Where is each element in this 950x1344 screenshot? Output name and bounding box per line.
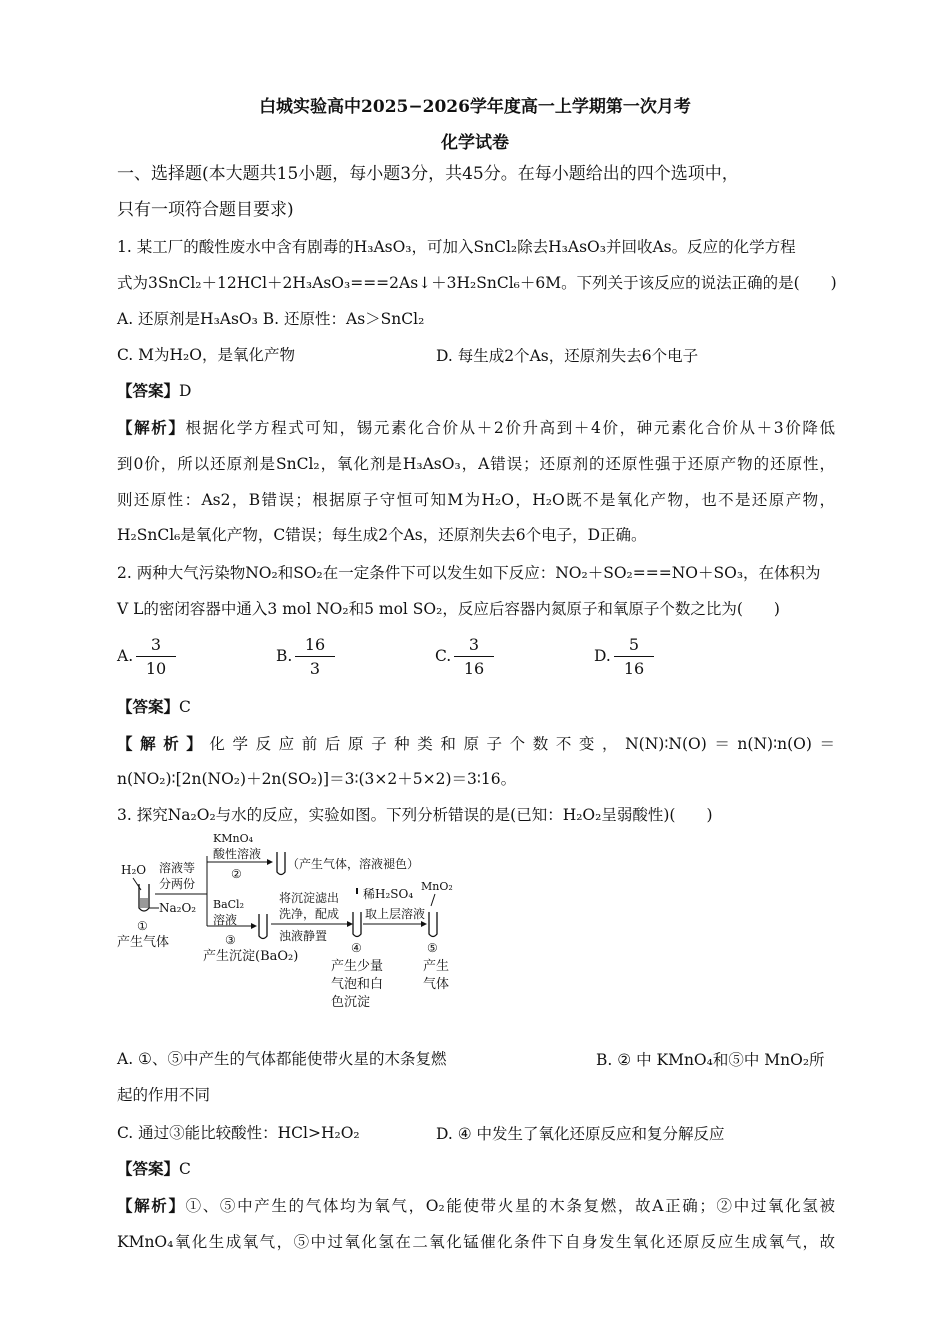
q1-option-ab: A. 还原剂是H₃AsO₃ B. 还原性：As＞SnCl₂ [117,310,425,328]
fig-result-2: （产生气体，溶液褪色） [287,857,420,871]
fig-tube-3 [259,914,267,939]
fig-mno2-pointer [431,894,435,906]
exam-title: 白城实验高中2025−2026学年度高一上学期第一次月考 [259,97,691,117]
q2-option-a-label: A. [117,647,134,665]
q3-analysis-line1 [117,1194,835,1216]
q2-option-a-fraction [136,634,176,681]
q3-analysis-line2: KMnO₄氧化生成氧气，⑤中过氧化氢在二氧化锰催化条件下自身发生氧化还原反应生成氧气，故 [117,1233,835,1251]
fig-bacl2: BaCl₂ [213,898,244,911]
q2-analysis-text1: 化学反应前后原子种类和原子个数不变，N(N)∶N(O)＝n(N)∶n(O)＝ [209,735,835,753]
q3-answer-value: C [179,1160,191,1178]
q1-answer [117,380,191,402]
fig-split-2: 分两份 [159,877,196,891]
q2-analysis-line2: n(NO₂)∶[2n(NO₂)＋2n(SO₂)]＝3∶(3×2＋5×2)＝3∶16。 [117,770,517,788]
q2-option-b-den: 3 [309,659,321,678]
fig-tube-1-liquid [140,898,148,908]
q1-analysis-line3: 则还原性：As2，B错误；根据原子守恒可知M为H₂O，H₂O既不是氧化产物，也不是还原产物， [117,491,835,509]
fig-step-3: 浊液静置 [279,929,328,943]
fig-circle-2: ② [231,867,242,881]
fig-ppt-3: 产生沉淀(BaO₂) [203,949,299,964]
q1-analysis-line2: 到0价，所以还原剂是SnCl₂，氧化剂是H₃AsO₃，A错误；还原剂的还原性强于还原产物的还原性， [117,455,835,473]
fig-circle-3: ③ [225,933,236,947]
q2-option-c-num: 3 [454,634,494,657]
q1-analysis-line1 [117,416,835,438]
q1-analysis-text1: 根据化学方程式可知，锡元素化合价从＋2价升高到＋4价，砷元素化合价从＋3价降低 [185,419,835,437]
q2-stem-line1: 2. 两种大气污染物NO₂和SO₂在一定条件下可以发生如下反应：NO₂＋SO₂===NO＋SO₃，在体积为 [117,564,821,582]
q1-analysis-line4: H₂SnCl₆是氧化产物，C错误；每生成2个As，还原剂失去6个电子，D正确。 [117,526,647,544]
q3-option-d: D. ④ 中发生了氧化还原反应和复分解反应 [436,1125,725,1143]
q2-option-a-den: 10 [145,659,167,678]
q2-option-b-label: B. [276,647,293,665]
q2-analysis-line1 [117,732,835,754]
q2-answer-label: 【答案】 [117,697,180,716]
q2-option-c-den: 16 [463,659,485,678]
q2-answer-value: C [179,698,191,716]
q2-option-d-fraction [614,634,654,681]
fig-result-4b: 气泡和白 [331,977,384,992]
q3-option-b-line1: B. ② 中 KMnO₄和⑤中 MnO₂所 [596,1051,825,1069]
fig-h2o-label: H₂O [121,863,147,877]
exam-subtitle: 化学试卷 [441,133,509,153]
fig-result-5b: 气体 [423,977,450,992]
q2-answer [117,696,191,718]
fig-tube-4 [353,912,361,937]
fig-acid-sol: 酸性溶液 [213,847,262,861]
fig-circle-1: ① [137,919,148,933]
fig-tube-2 [277,852,285,875]
q3-option-c: C. 通过③能比较酸性：HCl>H₂O₂ [117,1124,360,1142]
q3-option-a: A. ①、⑤中产生的气体都能使带火星的木条复燃 [117,1050,447,1068]
q2-option-b-fraction [295,634,335,681]
q3-analysis-text1: ①、⑤中产生的气体均为氧气，O₂能使带火星的木条复燃，故A正确；②中过氧化氢被 [185,1197,835,1215]
q1-option-c: C. M为H₂O，是氧化产物 [117,346,295,364]
q1-option-d: D. 每生成2个As，还原剂失去6个电子 [436,347,699,365]
experiment-diagram [115,828,465,1018]
fig-step-1: 将沉淀滤出 [279,891,340,905]
fig-circle-4: ④ [351,941,362,955]
q1-stem-line2: 式为3SnCl₂＋12HCl＋2H₃AsO₃===2As↓＋3H₂SnCl₆＋6M。下列关于该反应的说法正确的是( ) [117,274,837,292]
fig-step-2: 洗净，配成 [279,907,340,921]
q3-answer [117,1158,191,1180]
fig-na2o2-label: Na₂O₂ [159,901,197,915]
fig-h2so4: 稀H₂SO₄ [363,887,414,901]
fig-split-1: 溶液等 [159,861,196,875]
q3-option-b-line2: 起的作用不同 [117,1086,211,1104]
fig-circle-5: ⑤ [427,941,438,955]
fig-arrow-5-head [421,921,427,927]
fig-upper-sol: 取上层溶液 [365,907,426,921]
fig-result-4a: 产生少量 [331,959,384,974]
fig-h2o-pointer [133,878,141,890]
q2-option-d-den: 16 [623,659,645,678]
q3-analysis-label: 【解析】 [117,1196,186,1215]
q2-analysis-label: 【解析】 [117,734,210,753]
q1-analysis-label: 【解析】 [117,418,186,437]
q1-answer-value: D [179,382,192,400]
q2-option-b-num: 16 [295,634,335,657]
fig-arrow-4-head [347,921,353,927]
fig-result-4c: 色沉淀 [331,995,371,1010]
q1-stem-line1: 1. 某工厂的酸性废水中含有剧毒的H₃AsO₃，可加入SnCl₂除去H₃AsO₃并回收As。反应的化学方程 [117,238,796,256]
q1-answer-label: 【答案】 [117,381,180,400]
fig-tube-5 [429,912,437,937]
fig-dropper [356,888,358,894]
q2-option-c-fraction [454,634,494,681]
q2-option-c-label: C. [435,647,452,665]
fig-gas-1: 产生气体 [117,935,170,950]
fig-mno2: MnO₂ [421,880,453,893]
fig-arrow-2-head [267,859,273,865]
q3-answer-label: 【答案】 [117,1159,180,1178]
section-heading-line1: 一、选择题(本大题共15小题，每小题3分，共45分。在每小题给出的四个选项中， [117,164,739,184]
q2-stem-line2: V L的密闭容器中通入3 mol NO₂和5 mol SO₂，反应后容器内氮原子和氧原子个数之比为( ) [117,600,780,618]
q2-option-d-num: 5 [614,634,654,657]
fig-bacl2-sol: 溶液 [213,913,238,927]
fig-arrow-3-head [251,923,257,929]
q2-option-d-label: D. [594,647,611,665]
section-heading-line2: 只有一项符合题目要求) [117,200,294,220]
fig-kmno4: KMnO₄ [213,832,253,845]
fig-result-5a: 产生 [423,959,450,974]
q3-stem: 3. 探究Na₂O₂与水的反应，实验如图。下列分析错误的是(已知：H₂O₂呈弱酸性)( ) [117,806,713,824]
q2-option-a-num: 3 [136,634,176,657]
